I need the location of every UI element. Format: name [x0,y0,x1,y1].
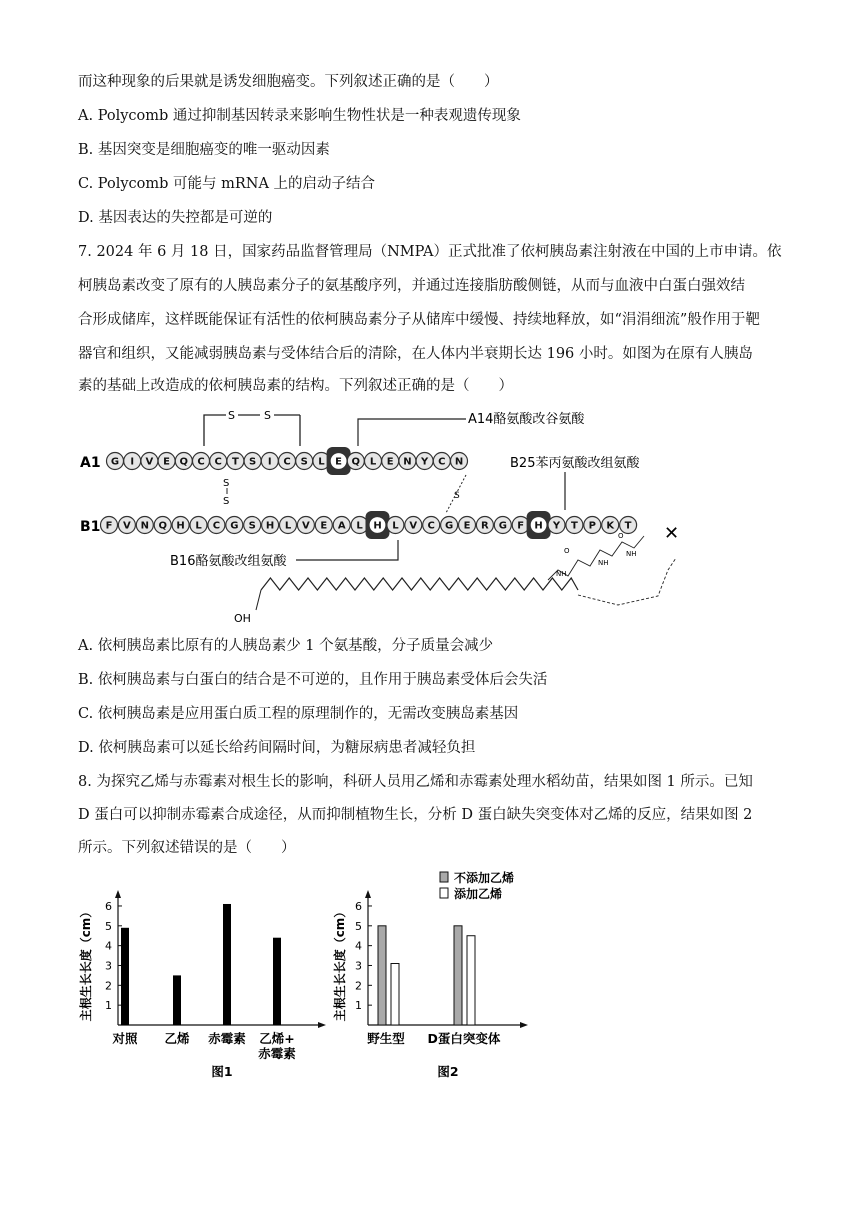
intrachain-disulfide-bond [204,415,300,446]
q8-stem-line-1: 8. 为探究乙烯与赤霉素对根生长的影响，科研人员用乙烯和赤霉素处理水稻幼苗，结果如图 1 所示。已知 [78,774,753,790]
chain-b-residue [494,517,511,534]
chain-b-label: B1 [80,519,101,535]
svg-text:A: A [337,520,346,532]
y-axis-label: 主根生长长度（cm） [333,905,347,1022]
legend-label: 不添加乙烯 [454,871,515,885]
label-b25: B25苯丙氨酸改组氨酸 [510,456,640,471]
svg-text:T: T [624,520,632,532]
o-label: O [564,547,570,555]
q6-stem-tail: 而这种现象的后果就是诱发细胞癌变。下列叙述正确的是（ ） [78,74,499,90]
y-tick-label: 6 [105,899,112,913]
y-tick-label: 1 [105,999,112,1013]
legend-swatch [440,872,448,882]
chain-a-residue [399,453,416,470]
svg-text:Y: Y [420,456,429,468]
q7-stem-line-5: 素的基础上改造成的依柯胰岛素的结构。下列叙述正确的是（ ） [78,378,513,394]
chain-b-residue [527,511,551,539]
figure-1-bar-chart [70,880,330,1085]
ss-label: S [223,478,230,489]
y-tick-label: 5 [105,919,112,933]
svg-text:S: S [248,456,257,468]
q7-stem-line-4: 器官和组织，又能减弱胰岛素与受体结合后的清除，在人体内半衰期长达 196 小时。如图为在原有人胰岛 [78,346,753,362]
chain-a [107,447,468,475]
q6-option-c[interactable]: C. Polycomb 可能与 mRNA 上的启动子结合 [78,176,376,192]
chain-b-residue [280,517,297,534]
svg-text:T: T [231,456,239,468]
svg-text:H: H [265,520,275,532]
svg-text:Q: Q [351,456,361,468]
chain-b-residue [244,517,261,534]
y-axis-arrow [365,890,371,898]
chain-a-residue [296,453,313,470]
chain-b-residue [366,511,390,539]
chain-a-residue [416,453,433,470]
chain-a-residue [365,453,382,470]
chain-a-residue [141,453,158,470]
chain-b-residue [476,517,493,534]
svg-text:L: L [318,456,325,468]
chain-b-residue [387,517,404,534]
y-axis-arrow [115,890,121,898]
ss-label: S [223,496,230,507]
svg-text:L: L [369,456,377,468]
chart-title: 图2 [437,1064,459,1079]
ss-label: S [228,409,235,422]
x-tick-label: 乙烯+ [259,1031,295,1046]
svg-text:P: P [588,520,596,532]
chain-a-label: A1 [80,455,101,471]
q7-option-d[interactable]: D. 依柯胰岛素可以延长给药间隔时间，为糖尿病患者减轻负担 [78,740,476,756]
svg-text:Q: Q [179,456,189,468]
chain-b-residue [226,517,243,534]
svg-text:I: I [130,456,135,468]
chain-b-residue [208,517,225,534]
svg-text:V: V [302,520,310,532]
chain-a-residue [227,453,244,470]
y-tick-label: 4 [105,939,112,953]
q7-stem-line-2: 柯胰岛素改变了原有的人胰岛素分子的氨基酸序列，并通过连接脂肪酸侧链，从而与血液中白蛋白强效结 [78,278,745,294]
carboxyl-oh-label: OH [234,612,251,625]
svg-text:I: I [267,456,272,468]
svg-text:E: E [386,456,394,468]
figure-2-bar-chart [330,868,540,1085]
nh-label: NH [556,570,567,578]
svg-text:E: E [463,520,471,532]
q6-option-d[interactable]: D. 基因表达的失控都是可逆的 [78,210,273,226]
svg-text:G: G [230,520,239,532]
chain-b-residue [136,517,153,534]
chain-b [101,511,637,539]
fatty-acid-chain [261,578,578,590]
chain-b-residue [154,517,171,534]
svg-text:V: V [409,520,418,532]
chain-a-residue [193,453,210,470]
svg-text:G: G [498,520,507,532]
svg-text:C: C [427,520,435,532]
chain-b-residue [602,517,619,534]
bar [173,975,181,1025]
bar [378,926,386,1025]
ss-label: S [264,409,271,422]
bar [121,928,129,1025]
svg-text:L: L [284,520,292,532]
q8-stem-line-3: 所示。下列叙述错误的是（ ） [78,840,296,856]
chain-b-residue [548,517,565,534]
q6-option-a[interactable]: A. Polycomb 通过抑制基因转录来影响生物性状是一种表观遗传现象 [78,108,521,124]
chain-a-residue [158,453,175,470]
x-tick-label: 野生型 [367,1031,405,1046]
x-tick-label: D蛋白突变体 [427,1031,501,1046]
q7-stem-line-1: 7. 2024 年 6 月 18 日，国家药品监督管理局（NMPA）正式批准了依柯胰岛素注射液在中国的上市申请。依 [78,244,782,260]
svg-text:C: C [283,456,291,468]
q7-option-a[interactable]: A. 依柯胰岛素比原有的人胰岛素少 1 个氨基酸，分子质量会减少 [78,638,494,654]
chain-b-residue [584,517,601,534]
svg-text:R: R [481,520,489,532]
svg-text:Y: Y [552,520,561,532]
svg-text:C: C [214,456,222,468]
y-axis-label: 主根生长长度（cm） [79,905,93,1022]
svg-text:L: L [356,520,363,532]
x-tick-label: 乙烯 [164,1031,190,1046]
svg-text:K: K [606,520,615,532]
nh-label: NH [626,550,637,558]
y-tick-label: 6 [355,899,362,913]
svg-text:E: E [320,520,328,532]
chain-a-residue [261,453,278,470]
chain-b-residue [459,517,476,534]
chain-b-residue [423,517,440,534]
chain-b-residue [190,517,207,534]
a14-callout-line [358,419,466,446]
svg-text:E: E [163,456,171,468]
y-tick-label: 2 [355,979,362,993]
o-label: O [618,532,624,540]
svg-text:E: E [335,456,343,468]
chain-a-residue [107,453,124,470]
svg-text:H: H [373,520,382,532]
chain-b-residue [566,517,583,534]
chain-a-residue [451,453,468,470]
chain-b-residue [118,517,135,534]
q8-stem-line-2: D 蛋白可以抑制赤霉素合成途径，从而抑制植物生长，分析 D 蛋白缺失突变体对乙烯的反应，结果如图 2 [78,807,753,823]
ss-label: S [454,491,460,501]
label-a14: A14酪氨酸改谷氨酸 [468,412,585,427]
x-tick-label: 对照 [112,1031,138,1046]
deleted-residue-mark: ✕ [664,523,680,544]
chain-b-residue [441,517,458,534]
svg-text:T: T [570,520,578,532]
interchain-disulfide-bond-1 [223,478,229,507]
svg-text:N: N [454,456,464,468]
chain-b-residue [315,517,332,534]
x-axis-arrow [318,1022,326,1028]
svg-text:N: N [403,456,412,468]
chain-b-residue [405,517,422,534]
y-tick-label: 5 [355,919,362,933]
chain-a-residue [210,453,227,470]
chain-b-residue [620,517,637,534]
b16-callout-line [296,540,398,560]
x-tick-label: 赤霉素 [258,1046,296,1061]
svg-text:S: S [248,520,256,532]
x-tick-label: 赤霉素 [208,1031,246,1046]
svg-text:C: C [438,456,446,468]
svg-text:V: V [145,456,154,468]
chart-title: 图1 [211,1064,233,1079]
svg-text:L: L [195,520,202,532]
q6-option-b[interactable]: B. 基因突变是细胞癌变的唯一驱动因素 [78,142,330,158]
q7-option-b[interactable]: B. 依柯胰岛素与白蛋白的结合是不可逆的，且作用于胰岛素受体后会失活 [78,672,548,688]
svg-text:L: L [392,520,399,532]
svg-text:H: H [534,520,543,532]
svg-text:H: H [176,520,185,532]
chain-b-residue [172,517,189,534]
legend-label: 添加乙烯 [454,887,503,901]
svg-text:V: V [123,520,131,532]
chain-a-residue [279,453,296,470]
y-tick-label: 3 [105,959,112,973]
chain-a-residue [433,453,450,470]
bar [273,938,281,1025]
svg-text:C: C [212,520,221,532]
svg-text:Q: Q [158,520,167,532]
svg-text:G: G [444,520,454,532]
y-tick-label: 2 [105,979,112,993]
chain-a-residue [382,453,399,470]
chain-a-residue [244,453,261,470]
bar [467,936,475,1025]
label-b16: B16酪氨酸改组氨酸 [170,554,287,569]
svg-text:G: G [110,456,120,468]
y-tick-label: 1 [355,999,362,1013]
chain-a-residue [347,453,364,470]
x-axis-arrow [520,1022,528,1028]
svg-text:C: C [197,456,205,468]
chain-a-residue [175,453,192,470]
svg-text:S: S [300,456,308,468]
y-tick-label: 4 [355,939,362,953]
svg-text:F: F [517,520,525,532]
legend-swatch [440,888,448,898]
bar [454,926,462,1025]
chain-b-residue [101,517,118,534]
nh-label: NH [598,559,609,567]
y-tick-label: 3 [355,959,362,973]
q7-option-c[interactable]: C. 依柯胰岛素是应用蛋白质工程的原理制作的，无需改变胰岛素基因 [78,706,519,722]
insulin-structure-figure [78,400,718,626]
chain-a-residue [124,453,141,470]
chain-b-residue [333,517,350,534]
svg-text:N: N [140,520,149,532]
bar [223,904,231,1025]
bar [391,964,399,1026]
svg-text:F: F [105,520,113,532]
chain-b-residue [297,517,314,534]
chain-b-residue [262,517,279,534]
q7-stem-line-3: 合形成储库，这样既能保证有活性的依柯胰岛素分子从储库中缓慢、持续地释放，如“涓涓细流”般作用于靶 [78,312,760,328]
